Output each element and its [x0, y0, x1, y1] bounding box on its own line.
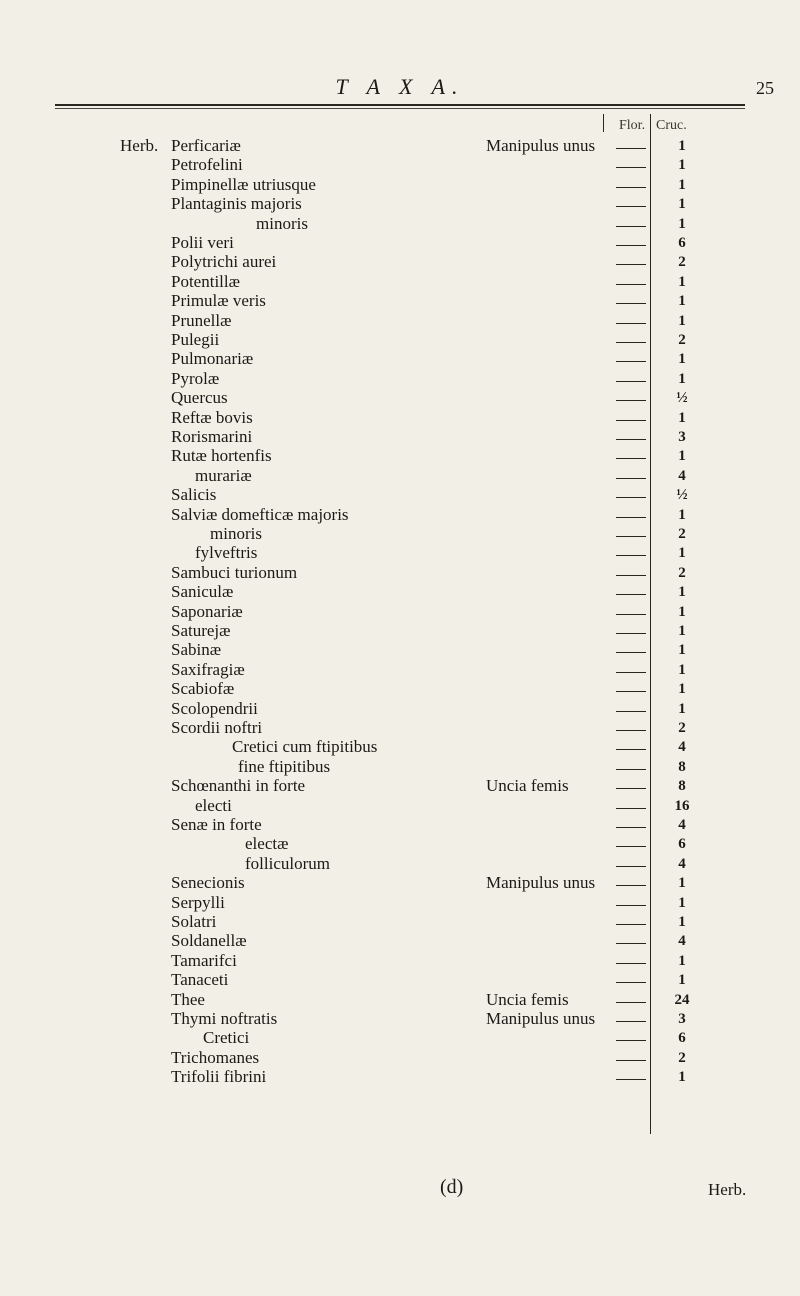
table-row: [0, 873, 800, 893]
table-row: [0, 446, 800, 466]
flor-cell-rule: [616, 982, 646, 983]
flor-cell-rule: [616, 614, 646, 615]
table-row: [0, 893, 800, 913]
drug-name: Tamarifci: [171, 950, 237, 970]
header-rule-thin: [55, 108, 745, 109]
flor-cell-rule: [616, 420, 646, 421]
table-row: [0, 408, 800, 428]
drug-name: Saturejæ: [171, 621, 231, 640]
cruc-value: 6: [678, 235, 686, 251]
table-row: [0, 485, 800, 505]
flor-cell-rule: [616, 439, 646, 440]
cruc-value: 1: [678, 157, 686, 174]
column-header-flor: Flor.: [619, 118, 646, 133]
flor-cell-rule: [616, 361, 646, 362]
measure-text: Uncia femis: [486, 989, 569, 1009]
cruc-value: 2: [678, 332, 686, 348]
flor-cell-rule: [616, 284, 646, 285]
drug-name: Serpylli: [171, 892, 225, 912]
table-row: [0, 291, 800, 311]
drug-name: Saxifragiæ: [171, 659, 245, 679]
cruc-value: 4: [678, 739, 686, 756]
cruc-value: 1: [678, 409, 686, 426]
cruc-value: 1: [678, 584, 686, 601]
flor-cell-rule: [616, 827, 646, 828]
drug-name: Pimpinellæ utriusque: [171, 174, 316, 194]
table-row: [0, 175, 800, 195]
drug-name: Salviæ domefticæ majoris: [171, 504, 349, 524]
flor-cell-rule: [616, 497, 646, 498]
drug-name: Scordii noftri: [171, 718, 263, 737]
drug-name: Solatri: [171, 912, 217, 931]
table-row: [0, 776, 800, 796]
measure-text: Manipulus unus: [486, 1009, 596, 1028]
cruc-value: 1: [678, 312, 686, 329]
flor-cell-rule: [616, 458, 646, 459]
cruc-value: 1: [678, 215, 686, 232]
cruc-value: 1: [678, 642, 686, 659]
drug-name: fine ftipitibus: [238, 756, 331, 776]
table-row: [0, 369, 800, 389]
drug-name: Tanaceti: [171, 970, 229, 990]
flor-cell-rule: [616, 1040, 646, 1041]
drug-name: fylveftris: [195, 543, 258, 563]
cruc-value: 4: [678, 933, 686, 950]
drug-name: Pulmonariæ: [171, 349, 254, 369]
cruc-value: 1: [678, 952, 686, 969]
drug-name: Sabinæ: [171, 640, 222, 660]
cruc-value: 1: [678, 603, 686, 620]
cruc-value: 4: [678, 855, 686, 872]
flor-cell-rule: [616, 148, 646, 149]
drug-name: Rorismarini: [171, 427, 253, 446]
drug-name: Thee: [171, 989, 205, 1009]
table-row: [0, 1028, 800, 1048]
flor-cell-rule: [616, 749, 646, 750]
table-row: [0, 660, 800, 680]
drug-name: electæ: [245, 834, 289, 854]
row-abbreviation: Herb.: [120, 136, 159, 155]
cruc-value: 1: [678, 196, 686, 213]
cruc-value: 1: [678, 273, 686, 290]
table-row: [0, 563, 800, 583]
drug-name: Cretici cum ftipitibus: [232, 737, 378, 757]
measure-text: Manipulus unus: [486, 873, 596, 893]
drug-name: Thymi noftratis: [171, 1009, 278, 1028]
cruc-value: 1: [678, 545, 686, 562]
drug-name: Soldanellæ: [171, 931, 247, 951]
table-row: [0, 815, 800, 835]
cruc-value: 4: [678, 467, 686, 484]
flor-cell-rule: [616, 730, 646, 731]
drug-name: Saniculæ: [171, 582, 234, 602]
table-row: [0, 1067, 800, 1087]
table-row: [0, 834, 800, 854]
cruc-value: 8: [678, 778, 686, 795]
drug-name: Reftæ bovis: [171, 407, 253, 427]
table-row: [0, 311, 800, 331]
flor-cell-rule: [616, 517, 646, 518]
cruc-value: 1: [678, 700, 686, 717]
table-row: [0, 679, 800, 699]
flor-cell-rule: [616, 905, 646, 906]
drug-name: Plantaginis majoris: [171, 194, 302, 214]
drug-name: Saponariæ: [171, 601, 243, 621]
table-row: [0, 136, 800, 156]
drug-name: Schœnanthi in forte: [171, 776, 306, 796]
cruc-value: 2: [678, 1049, 686, 1066]
cruc-value: 4: [678, 817, 686, 833]
table-row: [0, 466, 800, 486]
flor-cell-rule: [616, 943, 646, 944]
drug-name: Sambuci turionum: [171, 562, 298, 582]
table-row: [0, 388, 800, 408]
flor-cell-rule: [616, 536, 646, 537]
flor-cell-rule: [616, 264, 646, 265]
page-number: 25: [756, 78, 774, 98]
flor-cell-rule: [616, 652, 646, 653]
table-row: [0, 272, 800, 292]
cruc-value: 1: [678, 293, 686, 310]
cruc-value: 1: [678, 351, 686, 368]
table-row: [0, 912, 800, 932]
drug-name: Scabiofæ: [171, 679, 235, 699]
header-rule: [55, 104, 745, 106]
cruc-value: 1: [678, 1069, 686, 1086]
cruc-value: 24: [674, 991, 690, 1008]
table-row: [0, 757, 800, 777]
flor-cell-rule: [616, 924, 646, 925]
flor-cell-rule: [616, 323, 646, 324]
drug-name: Quercus: [171, 388, 228, 408]
cruc-value: 1: [678, 506, 686, 523]
drug-name: minoris: [256, 213, 308, 233]
flor-cell-rule: [616, 885, 646, 886]
drug-name: Trifolii fibrini: [171, 1067, 267, 1087]
flor-cell-rule: [616, 808, 646, 809]
table-row: [0, 718, 800, 738]
flor-cell-rule: [616, 672, 646, 673]
table-row: [0, 1048, 800, 1068]
flor-cell-rule: [616, 1002, 646, 1003]
flor-cell-rule: [616, 1021, 646, 1022]
flor-column-rule: [603, 114, 604, 132]
table-row: [0, 1009, 800, 1029]
drug-name: Salicis: [171, 485, 217, 505]
column-header-cruc: Cruc.: [656, 118, 687, 133]
flor-cell-rule: [616, 478, 646, 479]
flor-cell-rule: [616, 245, 646, 246]
drug-name: Pulegii: [171, 330, 220, 349]
cruc-value: 1: [678, 875, 686, 892]
cruc-value: 6: [678, 1030, 686, 1047]
table-row: [0, 854, 800, 874]
table-row: [0, 931, 800, 951]
cruc-value: 2: [678, 254, 686, 271]
cruc-value: 1: [678, 661, 686, 678]
cruc-value: 1: [678, 448, 686, 465]
drug-name: Prunellæ: [171, 310, 232, 330]
table-row: [0, 505, 800, 525]
catchword: Herb.: [708, 1180, 747, 1199]
cruc-value: 1: [678, 894, 686, 911]
table-row: [0, 524, 800, 544]
cruc-value: ½: [676, 390, 688, 407]
table-row: [0, 252, 800, 272]
drug-name: murariæ: [195, 465, 252, 485]
drug-name: Petrofelini: [171, 155, 243, 175]
table-row: [0, 330, 800, 350]
signature-mark: (d): [440, 1176, 464, 1198]
table-row: [0, 990, 800, 1010]
cruc-value: 2: [678, 720, 686, 736]
flor-cell-rule: [616, 342, 646, 343]
table-row: [0, 155, 800, 175]
table-row: [0, 640, 800, 660]
cruc-value: 16: [674, 797, 690, 814]
table-row: [0, 970, 800, 990]
drug-name: Polii veri: [171, 233, 234, 252]
cruc-value: 1: [678, 914, 686, 930]
table-row: [0, 699, 800, 719]
cruc-value: 3: [678, 1011, 686, 1027]
measure-text: Manipulus unus: [486, 136, 596, 155]
flor-cell-rule: [616, 788, 646, 789]
flor-cell-rule: [616, 167, 646, 168]
flor-cell-rule: [616, 381, 646, 382]
drug-name: Perficariæ: [171, 136, 241, 155]
drug-name: Polytrichi aurei: [171, 252, 277, 272]
drug-name: Potentillæ: [171, 271, 240, 291]
table-row: [0, 602, 800, 622]
flor-cell-rule: [616, 633, 646, 634]
table-row: [0, 621, 800, 641]
running-head: T A X A.: [335, 74, 465, 99]
cruc-value: 3: [678, 429, 686, 445]
drug-name: Senecionis: [171, 873, 245, 893]
flor-cell-rule: [616, 866, 646, 867]
drug-name: Rutæ hortenfis: [171, 446, 272, 466]
table-row: [0, 233, 800, 253]
flor-cell-rule: [616, 691, 646, 692]
flor-cell-rule: [616, 187, 646, 188]
table-row: [0, 543, 800, 563]
cruc-value: 1: [678, 370, 686, 387]
table-row: [0, 349, 800, 369]
measure-text: Uncia femis: [486, 776, 569, 796]
table-row: [0, 582, 800, 602]
flor-cell-rule: [616, 226, 646, 227]
drug-name: Pyrolæ: [171, 368, 220, 388]
flor-cell-rule: [616, 846, 646, 847]
cruc-value: 8: [678, 758, 686, 775]
flor-cell-rule: [616, 963, 646, 964]
flor-cell-rule: [616, 711, 646, 712]
cruc-value: 1: [678, 972, 686, 989]
flor-cell-rule: [616, 303, 646, 304]
table-row: [0, 214, 800, 234]
cruc-value: 1: [678, 138, 686, 154]
table-row: [0, 427, 800, 447]
cruc-value: 6: [678, 836, 686, 853]
cruc-value: ½: [676, 487, 688, 504]
flor-cell-rule: [616, 206, 646, 207]
cruc-value: 1: [678, 681, 686, 698]
flor-cell-rule: [616, 769, 646, 770]
drug-name: minoris: [210, 524, 262, 543]
table-row: [0, 796, 800, 816]
drug-name: Scolopendrii: [171, 698, 258, 718]
drug-name: folliculorum: [245, 853, 330, 873]
table-row: [0, 194, 800, 214]
flor-cell-rule: [616, 594, 646, 595]
drug-name: Senæ in forte: [171, 815, 262, 834]
drug-name: Cretici: [203, 1028, 250, 1048]
flor-cell-rule: [616, 400, 646, 401]
flor-cell-rule: [616, 1060, 646, 1061]
drug-name: electi: [195, 795, 232, 815]
flor-cell-rule: [616, 575, 646, 576]
table-row: [0, 737, 800, 757]
flor-cell-rule: [616, 1079, 646, 1080]
table-row: [0, 951, 800, 971]
flor-cell-rule: [616, 555, 646, 556]
cruc-value: 1: [678, 623, 686, 639]
drug-name: Trichomanes: [171, 1047, 260, 1067]
cruc-value: 2: [678, 526, 686, 542]
drug-name: Primulæ veris: [171, 291, 266, 311]
cruc-value: 2: [678, 564, 686, 581]
cruc-value: 1: [678, 176, 686, 193]
